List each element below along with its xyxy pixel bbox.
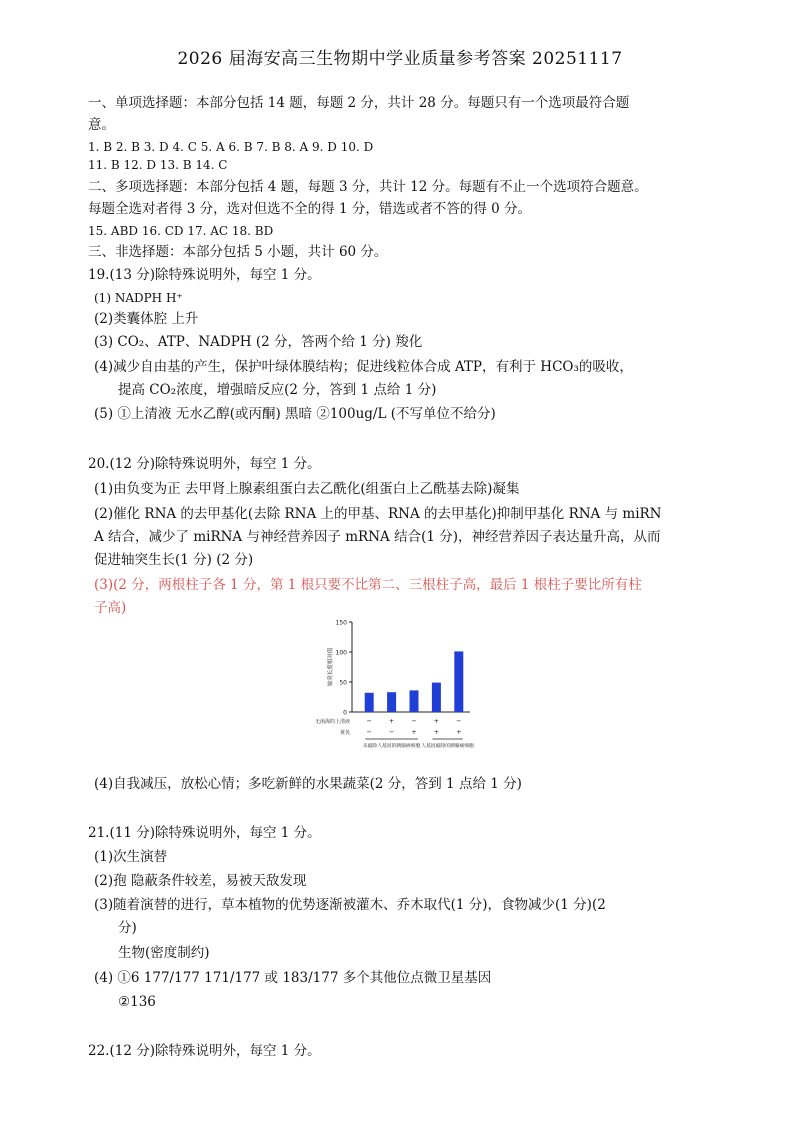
q20-answer-2-cont2: 促进轴突生长(1 分) (2 分) [94,552,254,568]
q21-answer-3-cont2: 生物(密度制约) [118,945,210,961]
group2-label: 人基因敲除的胰腺癌细胞 [421,744,474,749]
q20-answer-2-cont: A 结合，减少了 miRNA 与神经营养因子 mRNA 结合(1 分)，神经营养因子表达量升高，从而 [94,529,661,545]
q19-answer-5: (5) ①上清液 无水乙醇(或丙酮) 黑暗 ②100ug/L (不写单位不给分) [94,406,496,422]
q21-answer-3-cont: 分) [118,920,137,936]
bar [387,692,396,712]
section1-heading: 一、单项选择题：本部分包括 14 题，每题 2 分，共计 28 分。每题只有一个选项最符合题 [88,95,630,111]
row1-sign: + [433,717,440,725]
row1-sign: + [388,717,395,725]
y-tick-label: 150 [335,619,347,627]
q19-answer-4: (4)减少自由基的产生，保护叶绿体膜结构；促进线粒体合成 ATP，有利于 HCO₃的吸收， [94,359,633,375]
row2-sign: + [456,728,462,736]
y-axis-label: 轴突长度相对值 [328,647,334,687]
section1-answers-row2: 11. B 12. D 13. B 14. C [88,158,228,172]
row1-sign: − [411,717,417,725]
row1-sign: − [456,717,462,725]
row2-sign: + [433,728,440,736]
q21-answer-2: (2)孢 隐蔽条件较差，易被天敌发现 [94,873,307,889]
q19-answer-3: (3) CO₂、ATP、NADPH (2 分，答两个给 1 分) 羧化 [94,334,423,350]
bar [432,683,441,712]
row2-sign: − [366,728,372,736]
q20-answer-3: (3)(2 分，两根柱子各 1 分，第 1 根只要不比第二、三根柱子高，最后 1 根柱子要比所有柱 [94,577,642,593]
row2-sign: − [388,728,395,736]
bar [454,651,463,712]
q19-answer-4-cont: 提高 CO₂浓度，增强暗反应(2 分，答到 1 点给 1 分) [118,382,437,398]
section2-heading: 二、多项选择题：本部分包括 4 题，每题 3 分，共计 12 分。每题有不止一个选项符合题意。 [88,179,648,195]
y-tick-label: 0 [343,709,347,717]
bar [410,690,419,712]
page-title: 2026 届海安高三生物期中学业质量参考答案 20251117 [177,49,623,69]
y-tick-label: 100 [335,649,347,657]
bar-chart-svg [314,616,474,772]
group1-label: 未敲除人基因的胰腺癌细胞 [362,744,421,749]
q19-answer-1: (1) NADPH H⁺ [94,291,183,305]
q22-header: 22.(12 分)除特殊说明外，每空 1 分。 [88,1043,321,1059]
q19-answer-2: (2)类囊体腔 上升 [94,311,199,327]
q20-header: 20.(12 分)除特殊说明外，每空 1 分。 [88,456,321,472]
q21-answer-4: (4) ①6 177/177 171/177 或 183/177 多个其他位点微卫星基因 [94,970,492,986]
section1-answers-row1: 1. B 2. B 3. D 4. C 5. A 6. B 7. B 8. A 9. D 10. D [88,140,374,154]
q20-answer-2: (2)催化 RNA 的去甲基化(去除 RNA 上的甲基、RNA 的去甲基化)抑制甲基化 RNA 与 miRN [94,506,662,522]
q20-answer-3-cont: 子高) [94,600,127,616]
q21-header: 21.(11 分)除特殊说明外，每空 1 分。 [88,825,321,841]
q21-answer-1: (1)次生演替 [94,849,168,865]
row1-sign: − [366,717,372,725]
q20-answer-1: (1)由负变为正 去甲肾上腺素组蛋白去乙酰化(组蛋白上乙酰基去除)凝集 [94,481,520,497]
q20-answer-4: (4)自我减压，放松心情；多吃新鲜的水果蔬菜(2 分，答到 1 点给 1 分) [94,776,522,792]
row1-label: 无菌海的上清液 [314,719,350,725]
q21-answer-3: (3)随着演替的进行，草本植物的优势逐渐被灌木、乔木取代(1 分)，食物减少(1 分)(2 [94,897,606,913]
row2-label: 黄芪 [339,730,350,736]
section1-heading-cont: 意。 [88,117,115,133]
row2-sign: + [411,728,417,736]
y-tick-label: 50 [339,679,347,687]
section3-heading: 三、非选择题：本部分包括 5 小题，共计 60 分。 [88,244,388,260]
section2-heading-cont: 每题全选对者得 3 分，选对但选不全的得 1 分，错选或者不答的得 0 分。 [88,201,532,217]
bar-chart [314,616,474,772]
q19-header: 19.(13 分)除特殊说明外，每空 1 分。 [88,267,321,283]
section2-answers: 15. ABD 16. CD 17. AC 18. BD [88,224,274,238]
q21-answer-4-cont: ②136 [118,994,156,1010]
bar [365,693,374,712]
